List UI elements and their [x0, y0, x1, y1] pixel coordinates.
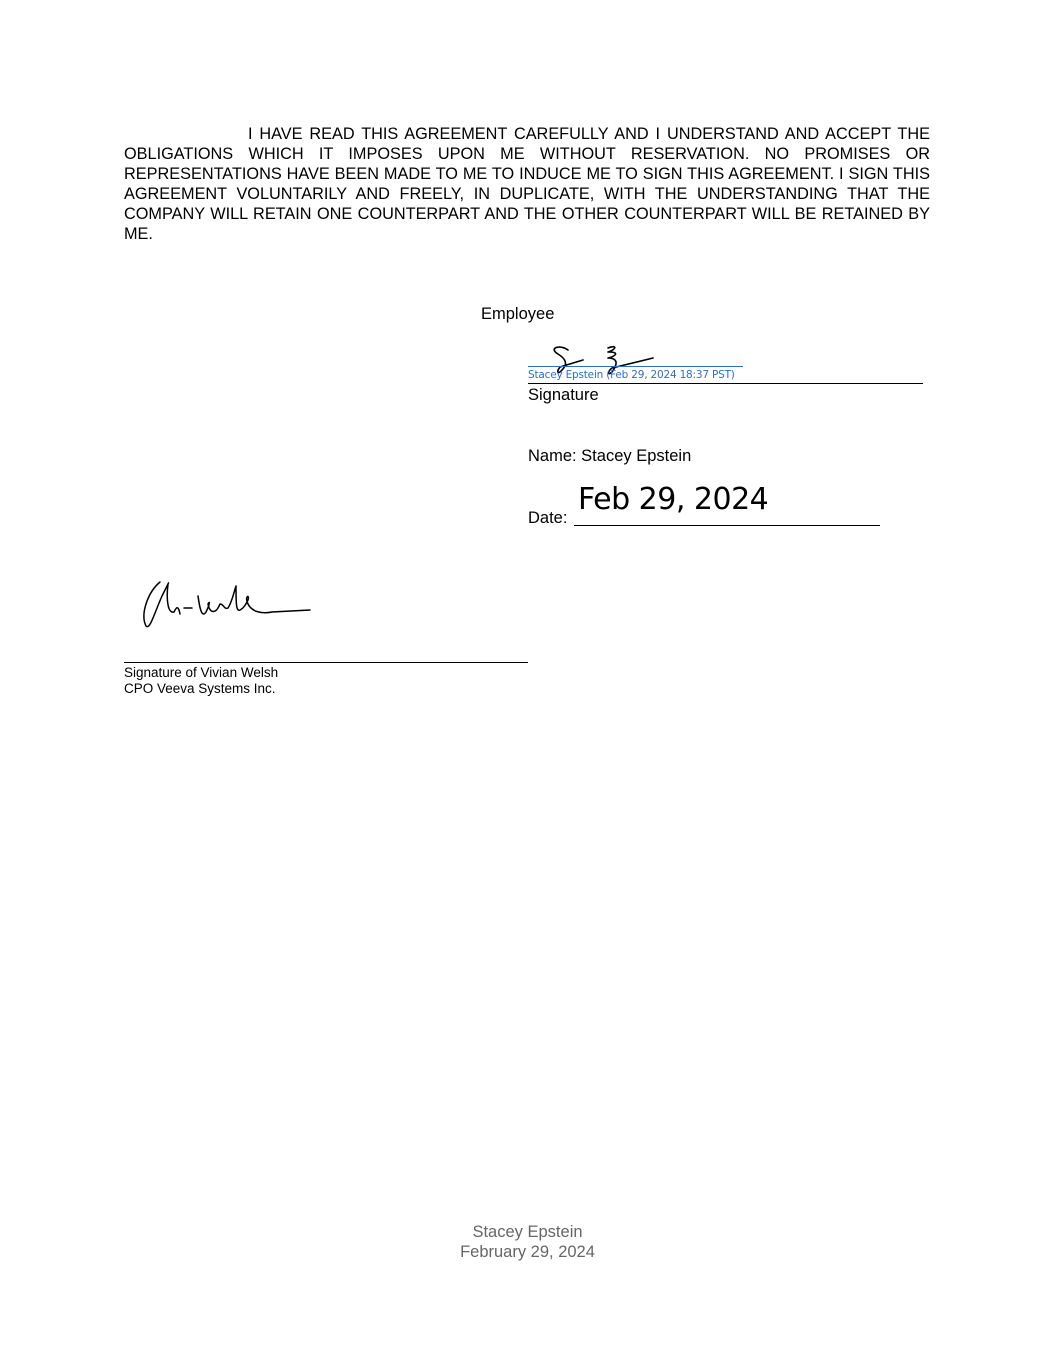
employee-heading: Employee — [481, 305, 555, 323]
date-label: Date: — [528, 509, 568, 527]
date-value: Feb 29, 2024 — [578, 482, 769, 517]
signature-line — [528, 383, 923, 384]
company-signature-label: Signature of Vivian Welsh — [124, 665, 279, 680]
footer-date: February 29, 2024 — [460, 1243, 595, 1261]
company-title-line: CPO Veeva Systems Inc. — [124, 681, 276, 696]
esignature-caption[interactable]: Stacey Epstein (Feb 29, 2024 18:37 PST) — [528, 369, 735, 381]
company-signature-block — [124, 665, 278, 697]
footer-signer: Stacey Epstein — [472, 1223, 583, 1241]
employee-name: Name: Stacey Epstein — [528, 447, 692, 465]
acknowledgement-paragraph: I HAVE READ THIS AGREEMENT CAREFULLY AND I UNDERSTAND AND ACCEPT THE OBLIGATIONS WHICH IT IMPOSES UPON ME WITHOUT RESERVATION. NO PROMISES OR REPRESENTATIONS HAVE BEEN MADE TO ME TO INDUCE ME TO SIGN THIS AGREEMENT. I SIGN THIS AGREEMENT VOLUNTARILY AND FREELY, IN DUPLICATE, WITH THE UNDERSTANDING THAT THE COMPANY WILL RETAIN ONE COUNTERPART AND THE OTHER COUNTERPART WILL BE RETAINED BY ME. — [124, 125, 930, 243]
date-line — [574, 525, 880, 526]
vivian-welsh-handwritten-signature — [140, 574, 320, 634]
page-footer — [0, 1222, 1055, 1262]
signature-label: Signature — [528, 386, 599, 404]
esignature-underline — [528, 366, 743, 367]
company-signature-line — [124, 662, 528, 663]
